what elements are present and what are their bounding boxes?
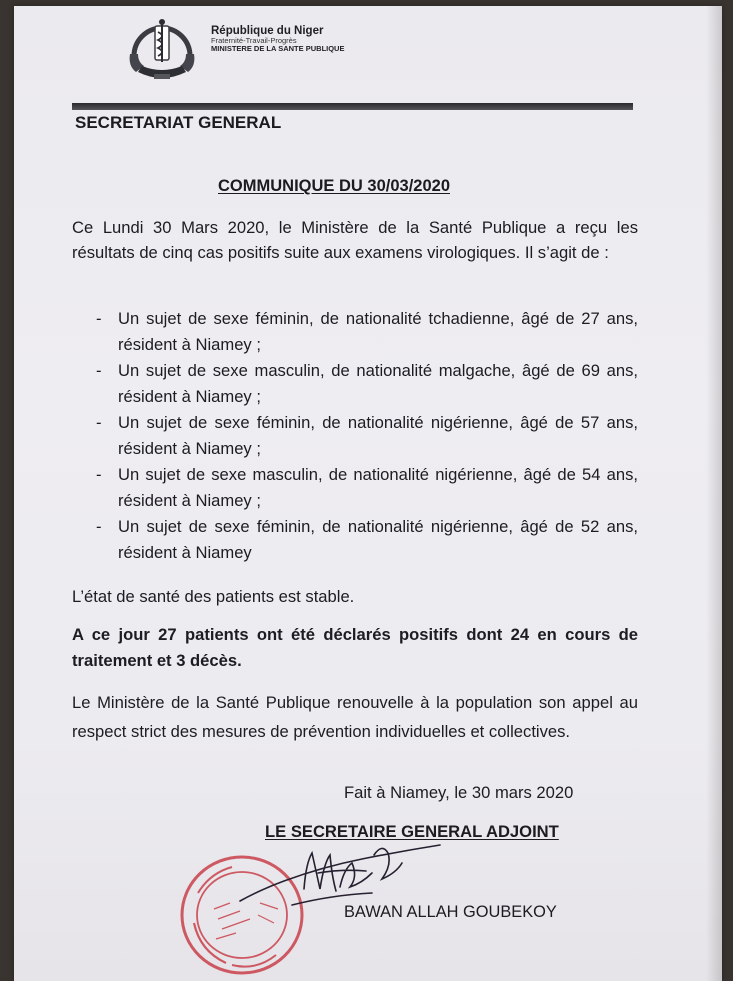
- national-motto: Fraternité-Travail-Progrès: [211, 36, 297, 46]
- case-text: Un sujet de sexe féminin, de nationalité nigérienne, âgé de 52 ans, résident à Niamey: [118, 517, 638, 562]
- letterhead: [211, 25, 344, 53]
- list-item: [72, 358, 638, 410]
- case-text: Un sujet de sexe masculin, de nationalité nigérienne, âgé de 54 ans, résident à Niamey ;: [118, 465, 638, 510]
- place-date: Fait à Niamey, le 30 mars 2020: [344, 783, 574, 802]
- ministry-emblem-icon: [124, 12, 200, 82]
- header-rule: [72, 103, 633, 110]
- country-name: République du Niger: [211, 25, 324, 37]
- list-item: [72, 306, 638, 358]
- closing-paragraph: Le Ministère de la Santé Publique renouvelle à la population son appel au respect strict des mesures de prévention individuelles et collectives.: [72, 693, 638, 741]
- case-text: Un sujet de sexe féminin, de nationalité nigérienne, âgé de 57 ans, résident à Niamey ;: [118, 413, 638, 458]
- list-bullet: -: [96, 309, 102, 328]
- list-item: [72, 514, 638, 566]
- department-heading: SECRETARIAT GENERAL: [75, 113, 282, 132]
- ministry-name: MINISTERE DE LA SANTE PUBLIQUE: [211, 43, 345, 53]
- case-text: Un sujet de sexe féminin, de nationalité tchadienne, âgé de 27 ans, résident à Niamey ;: [118, 309, 638, 354]
- case-summary: A ce jour 27 patients ont été déclarés positifs dont 24 en cours de traitement et 3 décès.: [72, 625, 638, 670]
- page-shadow-edge: [706, 6, 722, 981]
- list-bullet: -: [96, 517, 102, 536]
- list-bullet: -: [96, 413, 102, 432]
- signer-title: LE SECRETAIRE GENERAL ADJOINT: [265, 822, 559, 841]
- cases-list: [72, 306, 638, 566]
- handwritten-signature: [232, 833, 462, 913]
- signer-name: BAWAN ALLAH GOUBEKOY: [344, 903, 557, 921]
- list-bullet: -: [96, 361, 102, 380]
- list-item: [72, 462, 638, 514]
- communique-title: COMMUNIQUE DU 30/03/2020: [218, 177, 450, 195]
- case-text: Un sujet de sexe masculin, de nationalité malgache, âgé de 69 ans, résident à Niamey ;: [118, 361, 638, 406]
- intro-paragraph: Ce Lundi 30 Mars 2020, le Ministère de la Santé Publique a reçu les résultats de cinq cas positifs suite aux examens virologiques. Il s’agit de :: [72, 218, 638, 262]
- list-item: [72, 410, 638, 462]
- patient-status: L’état de santé des patients est stable.: [72, 587, 355, 606]
- list-bullet: -: [96, 465, 102, 484]
